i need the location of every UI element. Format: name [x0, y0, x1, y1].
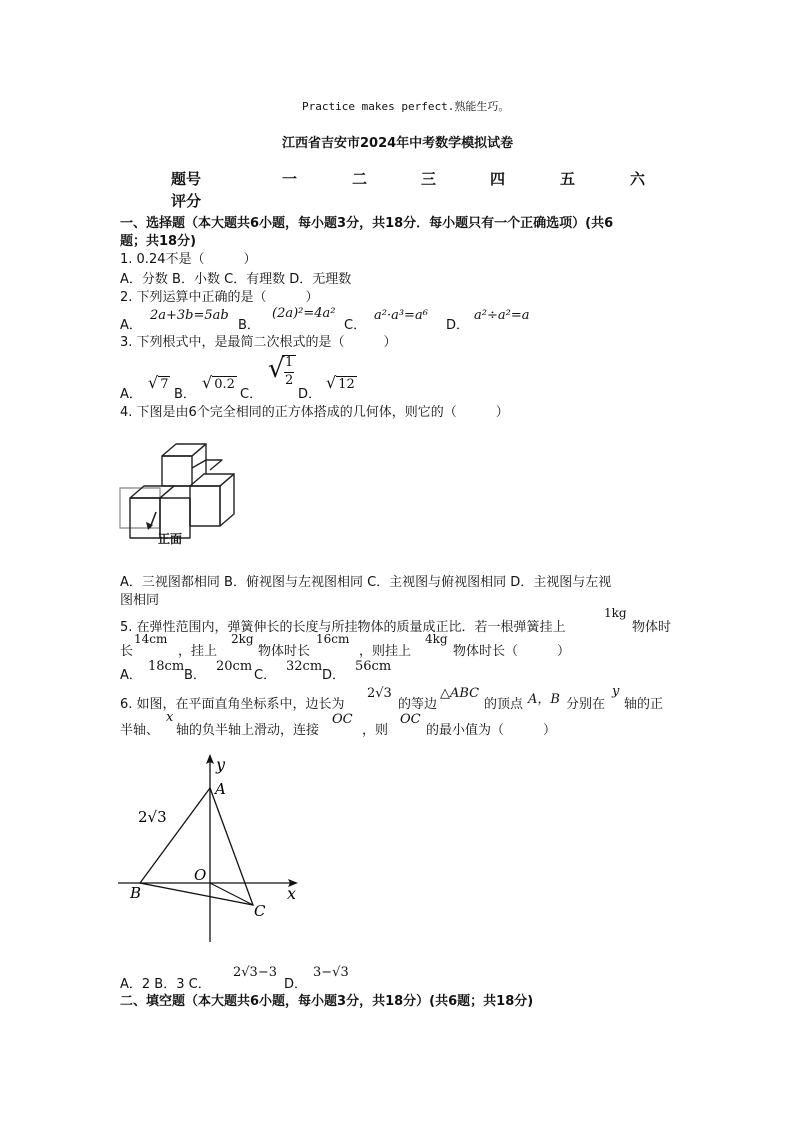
q6-line1-e: 轴的正 [624, 697, 664, 712]
sqrt-sign-icon: √ [202, 373, 213, 392]
q6-option-c: 2√3−3 [233, 965, 277, 980]
q3-label-d: D． [298, 387, 322, 402]
q4-options-line2: 图相同 [120, 593, 160, 608]
q4-options-line1: A．三视图都相同 B．俯视图与左视图相同 C．主视图与俯视图相同 D．主视图与左视 [120, 575, 612, 590]
q1-options: A．分数 B．小数 C．有理数 D．无理数 [120, 272, 352, 287]
q2-label-c: C． [344, 318, 367, 333]
motto: Practice makes perfect.熟能生巧。 [302, 100, 510, 113]
score-table-col-5: 五 [560, 170, 576, 188]
q6-points: A，B [528, 692, 560, 707]
q5-label-d: D． [322, 668, 346, 683]
q5-option-d: 56cm [355, 659, 392, 674]
q6-line2-c: ，则 [362, 723, 389, 738]
q6-oc-2: OC [400, 712, 421, 727]
q6-line2-d: 的最小值为（ ） [426, 723, 557, 738]
q6-fig-label-c: C [254, 902, 266, 920]
score-table-row-header-score: 评分 [171, 192, 202, 210]
q6-line1-d: 分别在 [566, 697, 606, 712]
q3-option-b-radicand: 0.2 [214, 377, 235, 392]
q3-option-b [202, 373, 237, 392]
q3-stem: 3. 下列根式中，是最简二次根式的是（ ） [120, 335, 397, 350]
score-table-col-6: 六 [630, 170, 646, 188]
q2-option-b: (2a)²=4a² [272, 306, 336, 321]
q6-options-prefix: A．2 B．3 C． [120, 977, 211, 992]
q5-label-a: A． [120, 668, 142, 683]
sqrt-sign-icon: √ [326, 373, 337, 392]
q6-fig-label-a: A [215, 780, 226, 798]
page-title: 江西省吉安市2024年中考数学模拟试卷 [282, 136, 514, 151]
q3-option-a [148, 373, 170, 392]
q5-line2-e: 物体时长（ ） [453, 644, 571, 659]
score-table-col-2: 二 [352, 170, 368, 188]
q6-line1-a: 6. 如图，在平面直角坐标系中，边长为 [120, 697, 345, 712]
q6-fig-label-y: y [216, 755, 226, 774]
q3-option-d [326, 373, 357, 392]
q6-oc-1: OC [332, 712, 353, 727]
q5-line2-a: 长 [120, 644, 134, 659]
q6-x-axis-label: x [166, 710, 174, 725]
q6-line2-a: 半轴、 [120, 723, 160, 738]
q5-line2-d: ，则挂上 [359, 644, 412, 659]
q5-line1-text: 5. 在弹性范围内，弹簧伸长的长度与所挂物体的质量成正比．若一根弹簧挂上 [120, 620, 566, 635]
q6-fig-label-o: O [194, 866, 207, 884]
q3-label-c: C． [240, 387, 263, 402]
sqrt-sign-icon: √ [148, 373, 159, 392]
q5-line2-b: ，挂上 [178, 644, 218, 659]
q5-option-b: 20cm [216, 659, 253, 674]
q3-option-c-numerator: 1 [285, 355, 294, 370]
q5-length-1: 14cm [134, 632, 168, 646]
q3-option-c-denominator: 2 [285, 373, 294, 388]
q6-label-d: D． [284, 977, 308, 992]
q5-length-2: 16cm [316, 632, 350, 646]
q2-option-d: a²÷a²=a [474, 308, 530, 323]
q3-option-a-radicand: 7 [160, 377, 169, 392]
q5-line2-c: 物体时长 [258, 644, 311, 659]
q6-line2-b: 轴的负半轴上滑动，连接 [176, 723, 320, 738]
q6-fig-label-x: x [287, 884, 297, 903]
q4-figure-label: 正面 [158, 532, 183, 546]
q5-line1-mass: 1kg [604, 606, 627, 620]
score-table-row-header-number: 题号 [171, 170, 202, 188]
q6-side-length: 2√3 [367, 686, 392, 701]
section2-heading: 二、填空题（本大题共6小题，每小题3分，共18分）(共6题；共18分) [120, 994, 534, 1009]
q5-label-c: C． [254, 668, 277, 683]
q3-option-d-radicand: 12 [338, 377, 355, 392]
q2-label-a: A． [120, 318, 142, 333]
sqrt-sign-icon: √ [268, 354, 285, 384]
q6-fig-label-side: 2√3 [138, 808, 167, 826]
q3-option-c [268, 352, 298, 392]
q1-stem: 1. 0.24不是（ ） [120, 252, 257, 267]
score-table-col-4: 四 [490, 170, 506, 188]
score-table-col-1: 一 [282, 170, 298, 188]
q5-mass-2: 2kg [231, 632, 254, 646]
q5-label-b: B． [184, 668, 206, 683]
q6-coordinate-figure [118, 752, 308, 947]
q2-option-c: a²·a³=a⁶ [374, 308, 428, 323]
q6-option-d: 3−√3 [313, 965, 349, 980]
q6-y-axis-label: y [612, 684, 620, 699]
section1-heading-line2: 题；共18分) [120, 234, 197, 249]
q6-triangle: △ABC [440, 686, 480, 701]
score-table-col-3: 三 [421, 170, 437, 188]
section1-heading-line1: 一、选择题（本大题共6小题，每小题3分，共18分．每小题只有一个正确选项）(共6 [120, 216, 614, 231]
q5-line1-end: 物体时 [632, 620, 672, 635]
q5-option-a: 18cm [148, 659, 185, 674]
q6-line1-c: 的顶点 [484, 697, 524, 712]
coordinate-plane-icon [118, 752, 308, 947]
q3-label-b: B． [174, 387, 196, 402]
q2-label-d: D． [446, 318, 470, 333]
q6-fig-label-b: B [130, 884, 142, 902]
q2-label-b: B． [238, 318, 260, 333]
q2-option-a: 2a+3b=5ab [150, 308, 229, 323]
q3-label-a: A． [120, 387, 142, 402]
q6-line1-b: 的等边 [398, 697, 438, 712]
q4-stem: 4. 下图是由6个完全相同的正方体搭成的几何体，则它的（ ） [120, 405, 509, 420]
q5-option-c: 32cm [286, 659, 323, 674]
q2-stem: 2. 下列运算中正确的是（ ） [120, 290, 319, 305]
q5-mass-4: 4kg [425, 632, 448, 646]
